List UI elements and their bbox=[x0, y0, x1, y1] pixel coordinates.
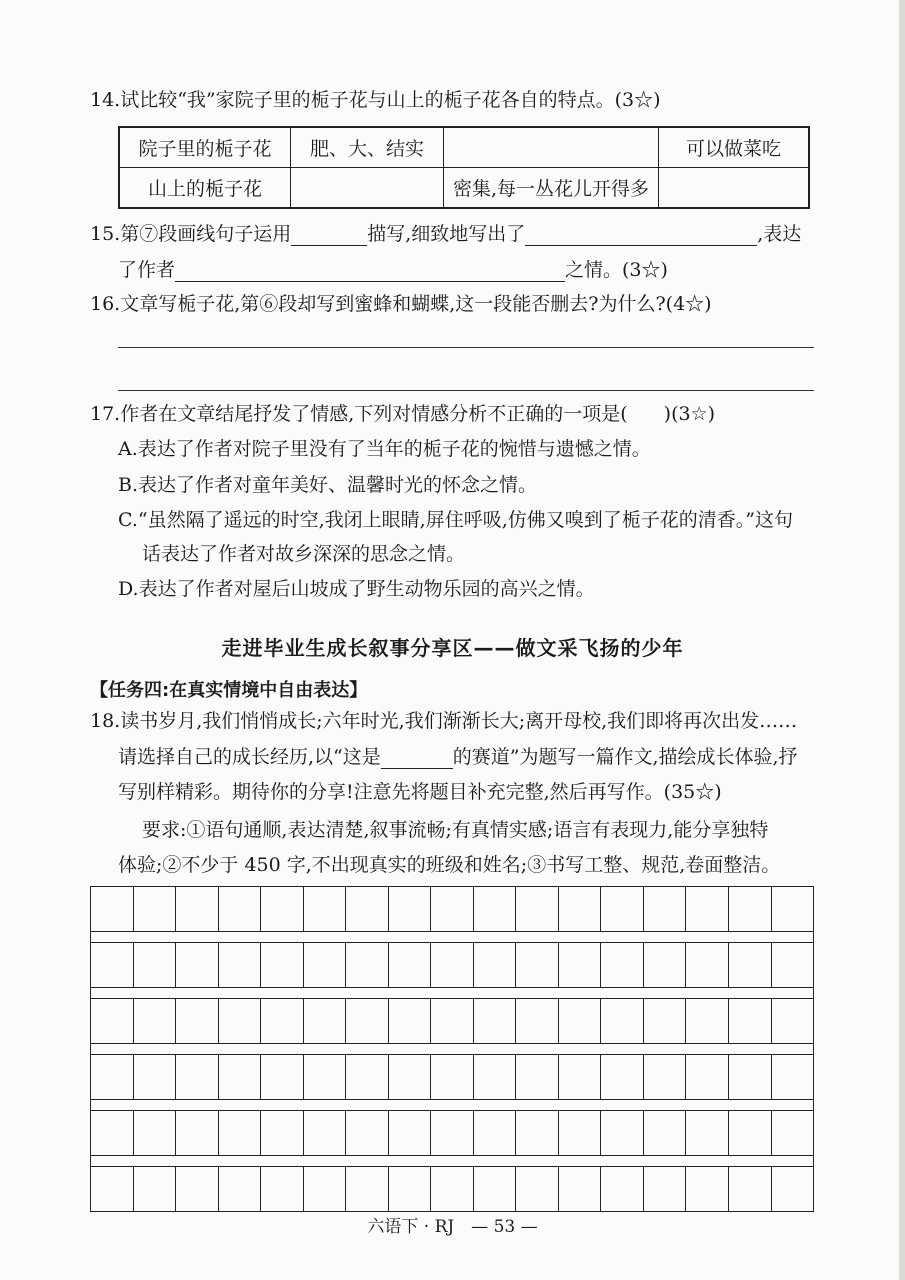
grid-cell[interactable] bbox=[346, 943, 389, 987]
grid-cell[interactable] bbox=[346, 1111, 389, 1155]
answer-cell[interactable] bbox=[291, 168, 444, 209]
question-15-line1 bbox=[90, 222, 801, 246]
grid-cell[interactable] bbox=[729, 1055, 772, 1099]
q17-text: )(3☆) bbox=[663, 403, 716, 425]
grid-cell[interactable] bbox=[261, 1167, 304, 1211]
grid-row bbox=[90, 998, 814, 1044]
grid-cell[interactable] bbox=[772, 999, 814, 1043]
grid-cell[interactable] bbox=[219, 1111, 262, 1155]
table-row bbox=[119, 168, 809, 209]
grid-cell[interactable] bbox=[261, 943, 304, 987]
grid-cell[interactable] bbox=[516, 1167, 559, 1211]
grid-cell[interactable] bbox=[346, 1167, 389, 1211]
grid-cell[interactable] bbox=[134, 1055, 177, 1099]
answer-blank[interactable] bbox=[291, 223, 367, 246]
q18-text: 请选择自己的成长经历,以“这是 bbox=[118, 746, 381, 768]
grid-cell[interactable] bbox=[474, 1055, 517, 1099]
grid-cell[interactable] bbox=[474, 999, 517, 1043]
grid-cell[interactable] bbox=[134, 887, 177, 931]
grid-cell[interactable] bbox=[772, 1111, 814, 1155]
grid-cell[interactable] bbox=[261, 999, 304, 1043]
title-blank[interactable] bbox=[381, 746, 453, 769]
grid-cell[interactable] bbox=[389, 943, 432, 987]
grid-cell[interactable] bbox=[304, 999, 347, 1043]
grid-cell[interactable] bbox=[91, 999, 134, 1043]
grid-cell[interactable] bbox=[219, 1167, 262, 1211]
q15-text: 了作者 bbox=[118, 259, 176, 281]
grid-cell[interactable] bbox=[219, 943, 262, 987]
grid-cell[interactable] bbox=[686, 1055, 729, 1099]
grid-cell[interactable] bbox=[91, 1055, 134, 1099]
option-a: A.表达了作者对院子里没有了当年的栀子花的惋惜与遗憾之情。 bbox=[118, 438, 651, 460]
grid-cell[interactable] bbox=[134, 1111, 177, 1155]
section-title: 走进毕业生成长叙事分享区——做文采飞扬的少年 bbox=[221, 636, 684, 660]
grid-row bbox=[90, 1054, 814, 1100]
writing-grid bbox=[90, 886, 814, 1212]
q15-text: 15.第⑦段画线句子运用 bbox=[90, 223, 292, 245]
grid-cell[interactable] bbox=[644, 887, 687, 931]
grid-cell[interactable] bbox=[516, 1055, 559, 1099]
grid-spacer bbox=[90, 1156, 814, 1166]
grid-cell[interactable] bbox=[261, 1055, 304, 1099]
grid-cell[interactable] bbox=[772, 887, 814, 931]
grid-cell[interactable] bbox=[431, 1055, 474, 1099]
grid-spacer bbox=[90, 1044, 814, 1054]
task-title: 【任务四:在真实情境中自由表达】 bbox=[90, 680, 368, 701]
grid-cell[interactable] bbox=[134, 999, 177, 1043]
question-18-line3: 写别样精彩。期待你的分享!注意先将题目补充完整,然后再写作。(35☆) bbox=[118, 781, 722, 803]
option-d: D.表达了作者对屋后山坡成了野生动物乐园的高兴之情。 bbox=[118, 578, 595, 600]
grid-cell[interactable] bbox=[176, 887, 219, 931]
grid-cell[interactable] bbox=[644, 1055, 687, 1099]
grid-cell[interactable] bbox=[431, 887, 474, 931]
grid-cell[interactable] bbox=[601, 943, 644, 987]
grid-row bbox=[90, 1166, 814, 1212]
question-18-line2 bbox=[118, 745, 798, 769]
grid-cell[interactable] bbox=[772, 943, 814, 987]
grid-cell[interactable] bbox=[389, 1111, 432, 1155]
grid-cell[interactable] bbox=[474, 943, 517, 987]
grid-cell[interactable] bbox=[219, 1055, 262, 1099]
option-b: B.表达了作者对童年美好、温馨时光的怀念之情。 bbox=[118, 474, 538, 496]
grid-cell[interactable] bbox=[772, 1055, 814, 1099]
grid-cell[interactable] bbox=[686, 943, 729, 987]
grid-cell[interactable] bbox=[304, 1111, 347, 1155]
grid-cell[interactable] bbox=[304, 1055, 347, 1099]
grid-cell[interactable] bbox=[729, 999, 772, 1043]
grid-cell[interactable] bbox=[559, 887, 602, 931]
grid-cell[interactable] bbox=[516, 1111, 559, 1155]
q15-text: ,表达 bbox=[757, 223, 802, 245]
q15-text: 描写,细致地写出了 bbox=[367, 223, 526, 245]
grid-cell[interactable] bbox=[516, 943, 559, 987]
grid-cell[interactable] bbox=[601, 887, 644, 931]
grid-cell[interactable] bbox=[134, 1167, 177, 1211]
grid-cell[interactable] bbox=[474, 1167, 517, 1211]
grid-cell[interactable] bbox=[346, 999, 389, 1043]
grid-cell[interactable] bbox=[729, 887, 772, 931]
table-cell: 山上的栀子花 bbox=[119, 168, 291, 209]
grid-cell[interactable] bbox=[516, 887, 559, 931]
grid-cell[interactable] bbox=[559, 1167, 602, 1211]
grid-cell[interactable] bbox=[686, 999, 729, 1043]
question-14: 14.试比较“我”家院子里的栀子花与山上的栀子花各自的特点。(3☆) bbox=[90, 89, 661, 111]
grid-cell[interactable] bbox=[219, 887, 262, 931]
grid-cell[interactable] bbox=[729, 1111, 772, 1155]
grid-cell[interactable] bbox=[644, 1111, 687, 1155]
question-15-line2 bbox=[118, 258, 668, 282]
grid-cell[interactable] bbox=[389, 1167, 432, 1211]
table-cell: 密集,每一丛花儿开得多 bbox=[444, 168, 659, 209]
grid-cell[interactable] bbox=[304, 1167, 347, 1211]
q18-text: 的赛道”为题写一篇作文,描绘成长体验,抒 bbox=[452, 746, 798, 768]
grid-cell[interactable] bbox=[431, 1111, 474, 1155]
answer-line[interactable] bbox=[118, 390, 814, 391]
grid-cell[interactable] bbox=[389, 999, 432, 1043]
grid-cell[interactable] bbox=[346, 1055, 389, 1099]
grid-cell[interactable] bbox=[176, 999, 219, 1043]
option-c: C.“虽然隔了遥远的时空,我闭上眼睛,屏住呼吸,仿佛又嗅到了栀子花的清香。”这句 bbox=[118, 509, 793, 531]
grid-cell[interactable] bbox=[686, 887, 729, 931]
grid-cell[interactable] bbox=[431, 943, 474, 987]
grid-row bbox=[90, 886, 814, 932]
table-row bbox=[119, 127, 809, 168]
grid-cell[interactable] bbox=[644, 999, 687, 1043]
grid-cell[interactable] bbox=[176, 943, 219, 987]
grid-cell[interactable] bbox=[431, 999, 474, 1043]
grid-cell[interactable] bbox=[559, 1111, 602, 1155]
grid-cell[interactable] bbox=[729, 1167, 772, 1211]
table-cell: 肥、大、结实 bbox=[291, 127, 444, 168]
table-cell: 院子里的栀子花 bbox=[119, 127, 291, 168]
grid-spacer bbox=[90, 1100, 814, 1110]
grid-cell[interactable] bbox=[304, 887, 347, 931]
question-16: 16.文章写栀子花,第⑥段却写到蜜蜂和蝴蝶,这一段能否删去?为什么?(4☆) bbox=[90, 293, 712, 315]
grid-cell[interactable] bbox=[474, 1111, 517, 1155]
grid-spacer bbox=[90, 932, 814, 942]
q15-text: 之情。(3☆) bbox=[565, 259, 668, 281]
grid-cell[interactable] bbox=[176, 1167, 219, 1211]
grid-cell[interactable] bbox=[91, 1111, 134, 1155]
grid-cell[interactable] bbox=[304, 943, 347, 987]
grid-cell[interactable] bbox=[772, 1167, 814, 1211]
grid-cell[interactable] bbox=[601, 1111, 644, 1155]
grid-cell[interactable] bbox=[91, 943, 134, 987]
answer-cell[interactable] bbox=[444, 127, 659, 168]
grid-cell[interactable] bbox=[601, 1167, 644, 1211]
grid-cell[interactable] bbox=[346, 887, 389, 931]
question-17 bbox=[90, 402, 715, 426]
grid-cell[interactable] bbox=[176, 1111, 219, 1155]
grid-cell[interactable] bbox=[261, 887, 304, 931]
grid-cell[interactable] bbox=[261, 1111, 304, 1155]
grid-cell[interactable] bbox=[516, 999, 559, 1043]
page-footer: 六语下 · RJ — 53 — bbox=[367, 1217, 538, 1237]
grid-cell[interactable] bbox=[389, 1055, 432, 1099]
grid-cell[interactable] bbox=[644, 1167, 687, 1211]
grid-cell[interactable] bbox=[601, 999, 644, 1043]
grid-cell[interactable] bbox=[176, 1055, 219, 1099]
requirements-line2: 体验;②不少于 450 字,不出现真实的班级和姓名;③书写工整、规范,卷面整洁。 bbox=[118, 854, 781, 876]
grid-cell[interactable] bbox=[474, 887, 517, 931]
grid-cell[interactable] bbox=[431, 1167, 474, 1211]
q17-text: 17.作者在文章结尾抒发了情感,下列对情感分析不正确的一项是( bbox=[90, 403, 628, 425]
grid-spacer bbox=[90, 988, 814, 998]
comparison-table bbox=[118, 126, 810, 209]
option-c-continued: 话表达了作者对故乡深深的思念之情。 bbox=[142, 543, 466, 565]
grid-cell[interactable] bbox=[389, 887, 432, 931]
grid-cell[interactable] bbox=[729, 943, 772, 987]
grid-cell[interactable] bbox=[601, 1055, 644, 1099]
answer-blank[interactable] bbox=[175, 259, 565, 282]
grid-row bbox=[90, 1110, 814, 1156]
requirements-line1: 要求:①语句通顺,表达清楚,叙事流畅;有真情实感;语言有表现力,能分享独特 bbox=[142, 819, 769, 841]
grid-row bbox=[90, 942, 814, 988]
grid-cell[interactable] bbox=[644, 943, 687, 987]
grid-cell[interactable] bbox=[91, 887, 134, 931]
grid-cell[interactable] bbox=[559, 943, 602, 987]
question-18-line1: 18.读书岁月,我们悄悄成长;六年时光,我们渐渐长大;离开母校,我们即将再次出发…… bbox=[90, 710, 798, 732]
answer-blank[interactable] bbox=[525, 223, 757, 246]
answer-cell[interactable] bbox=[659, 168, 810, 209]
grid-cell[interactable] bbox=[219, 999, 262, 1043]
grid-cell[interactable] bbox=[134, 943, 177, 987]
answer-line[interactable] bbox=[118, 347, 814, 348]
grid-cell[interactable] bbox=[686, 1111, 729, 1155]
table-cell: 可以做菜吃 bbox=[659, 127, 810, 168]
grid-cell[interactable] bbox=[559, 999, 602, 1043]
grid-cell[interactable] bbox=[91, 1167, 134, 1211]
grid-cell[interactable] bbox=[559, 1055, 602, 1099]
grid-cell[interactable] bbox=[686, 1167, 729, 1211]
